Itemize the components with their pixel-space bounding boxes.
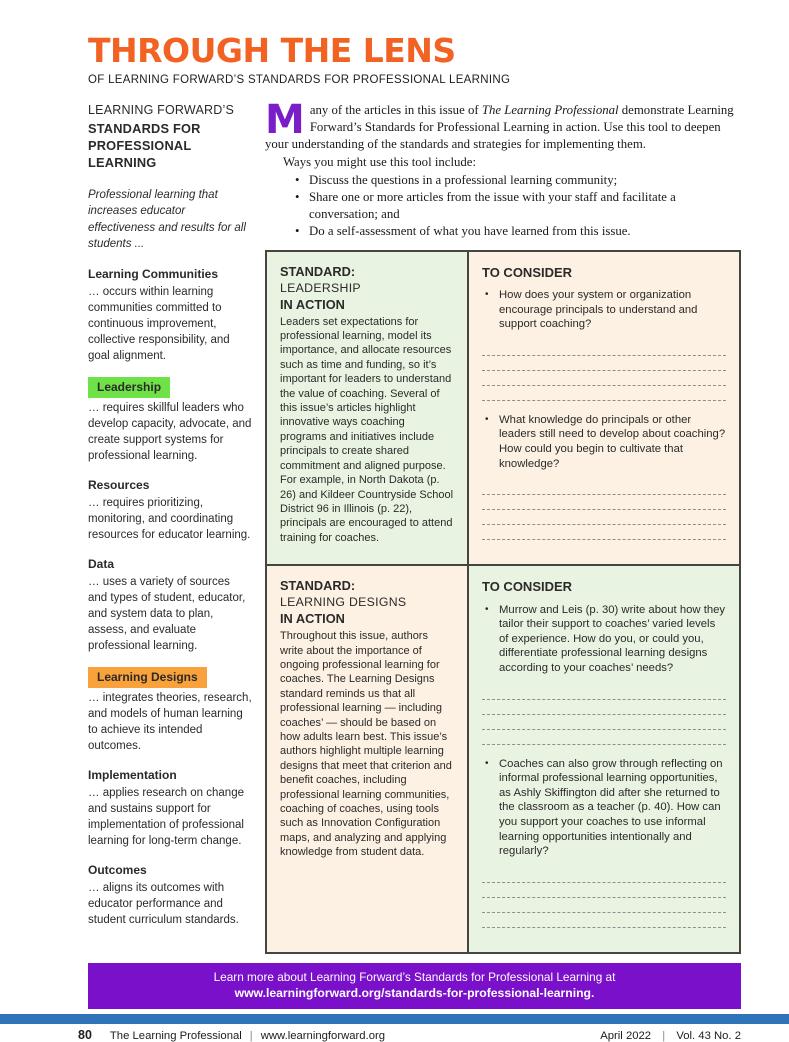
section-title: Resources — [88, 477, 150, 492]
page-bottom-band — [0, 1014, 789, 1024]
section-body: … occurs within learning communities committed to continuous improvement, collective responsibility, and goal alignment. — [88, 285, 230, 362]
standard-label: STANDARD: — [280, 578, 356, 594]
standard-label: STANDARD: — [280, 263, 356, 279]
section-title: Implementation — [88, 767, 177, 782]
cell-standard-leadership — [267, 252, 469, 567]
consider-question: • What knowledge do principals or other leaders still need to develop about coaching? How could you begin to cultivate that knowledge? — [482, 413, 726, 471]
intro-block — [265, 96, 741, 240]
write-in-line — [482, 371, 726, 386]
write-in-line — [482, 525, 726, 540]
in-action-label: IN ACTION — [280, 296, 345, 312]
write-in-line — [482, 510, 726, 525]
footer-separator: | — [249, 1029, 253, 1042]
write-in-line — [482, 868, 726, 883]
section-title: Learning Communities — [88, 266, 219, 281]
standard-name: LEARNING DESIGNS — [280, 595, 407, 610]
sidebar-section-resources — [88, 477, 252, 543]
page-header — [88, 31, 741, 86]
cell-standard-learning-designs — [267, 566, 469, 952]
standards-table — [265, 250, 741, 954]
sidebar-heading-light: LEARNING FORWARD’S — [88, 102, 234, 117]
section-title: Data — [88, 556, 115, 571]
write-in-line — [482, 480, 726, 495]
footer-website: www.learningforward.org — [260, 1029, 386, 1042]
magazine-page — [78, 0, 741, 1042]
section-title: Outcomes — [88, 862, 147, 877]
in-action-label: IN ACTION — [280, 611, 345, 627]
ways-line: Ways you might use this tool include: — [283, 154, 477, 169]
to-consider-label: TO CONSIDER — [482, 579, 573, 595]
write-in-line — [482, 913, 726, 928]
standards-sidebar — [88, 102, 252, 928]
page-title: THROUGH THE LENS — [88, 31, 456, 70]
page-subtitle: OF LEARNING FORWARD’S STANDARDS FOR PROFESSIONAL LEARNING — [88, 73, 511, 86]
sidebar-section-outcomes — [88, 862, 252, 928]
write-in-line — [482, 883, 726, 898]
consider-question: • How does your system or organization encourage principals to understand and support coaching? — [482, 288, 726, 332]
intro-paragraph: any of the articles in this issue of The Learning Professional demonstrate Learning Forward’s Standards for Professional Learning in action. Use this tool to deepen your understanding of the standards and strategies for implementing them. — [265, 102, 734, 151]
banner-link[interactable]: www.learningforward.org/standards-for-professional-learning. — [234, 985, 595, 1000]
write-in-line — [482, 898, 726, 913]
sidebar-section-learning-communities — [88, 266, 252, 364]
section-body: … integrates theories, research, and models of human learning to achieve its intended outcomes. — [88, 691, 252, 752]
to-consider-label: TO CONSIDER — [482, 264, 573, 280]
write-in-line — [482, 495, 726, 510]
intro-bullet: • Share one or more articles from the issue with your staff and facilitate a conversation; and — [295, 189, 741, 223]
consider-question: • Coaches can also grow through reflecting on informal professional learning opportunities, as Ashly Skiffington did after she returned to the classroom as a teacher (p. 40). How can you support your coaches to use informal learning opportunities intentionally and regularly? — [482, 757, 726, 859]
main-column — [265, 96, 741, 954]
intro-bullet: • Do a self-assessment of what you have learned from this issue. — [295, 223, 741, 240]
write-in-line — [482, 341, 726, 356]
section-body: … uses a variety of sources and types of student, educator, and system data to plan, assess, and evaluate professional learning. — [88, 575, 246, 652]
publication-name: The Learning Professional — [109, 1029, 242, 1042]
in-action-text: Leaders set expectations for professional learning, model its importance, and allocate resources such as time and funding, so it’s important for leaders to understand the value of coaching. Several of this issue’s articles highlight innovative ways coaching programs and initiatives include principals to create shared commitment and aligned purpose. For example, in North Dakota (p. 26) and Kildeer Countryside School District 96 in Illinois (p. 22), principals are encouraged to attend training for coaches. — [280, 315, 454, 544]
cell-consider-learning-designs — [469, 566, 739, 952]
intro-bullet: • Discuss the questions in a professional learning community; — [295, 172, 741, 189]
consider-question: • Murrow and Leis (p. 30) write about how they tailor their support to coaches’ varied levels of experience. How do you, or could you, differentiate professional learning designs according to your coaches’ needs? — [482, 603, 726, 676]
dropcap-letter: M — [265, 96, 305, 143]
learning-designs-highlight-tag: Learning Designs — [88, 667, 207, 688]
write-in-line — [482, 356, 726, 371]
page-number: 80 — [78, 1027, 92, 1042]
leadership-highlight-tag: Leadership — [88, 377, 170, 398]
section-body: … applies research on change and sustains support for implementation of professional learning for long-term change. — [88, 786, 244, 847]
section-body: … aligns its outcomes with educator performance and student curriculum standards. — [88, 881, 239, 926]
write-in-lines — [482, 685, 726, 745]
sidebar-section-leadership — [88, 377, 252, 464]
sidebar-section-data — [88, 556, 252, 654]
sidebar-section-implementation — [88, 767, 252, 849]
write-in-line — [482, 730, 726, 745]
learn-more-banner — [88, 963, 741, 1009]
banner-text: Learn more about Learning Forward’s Standards for Professional Learning at — [213, 969, 616, 984]
section-body: … requires skillful leaders who develop capacity, advocate, and create support systems for professional learning. — [88, 401, 252, 462]
sidebar-intro: Professional learning that increases educator effectiveness and results for all students ... — [88, 188, 246, 251]
write-in-lines — [482, 480, 726, 540]
section-body: … requires prioritizing, monitoring, and coordinating resources for educator learning. — [88, 496, 251, 541]
sidebar-section-learning-designs — [88, 667, 252, 754]
write-in-line — [482, 386, 726, 401]
write-in-lines — [482, 341, 726, 401]
publication-name-italic: The Learning Professional — [481, 102, 619, 117]
write-in-line — [482, 715, 726, 730]
cell-consider-leadership — [469, 252, 739, 567]
in-action-text: Throughout this issue, authors write about the importance of ongoing professional learning for coaches. The Learning Designs standard reminds us that all professional learning — including coaches’ — should be based on how adults learn best. This issue’s authors highlight multiple learning designs that meet that criterion and benefit coaches, including professional learning communities, coaching of coaches, using tools such as Innovation Configuration maps, and analyzing and applying knowledge from student data. — [280, 630, 452, 859]
intro-bullet-list — [265, 172, 741, 240]
sidebar-heading-bold: STANDARDS FOR PROFESSIONAL LEARNING — [88, 120, 201, 170]
issue-info: April 2022 | Vol. 43 No. 2 — [600, 1029, 741, 1042]
write-in-line — [482, 700, 726, 715]
write-in-line — [482, 685, 726, 700]
write-in-lines — [482, 868, 726, 928]
standard-name: LEADERSHIP — [280, 280, 361, 295]
